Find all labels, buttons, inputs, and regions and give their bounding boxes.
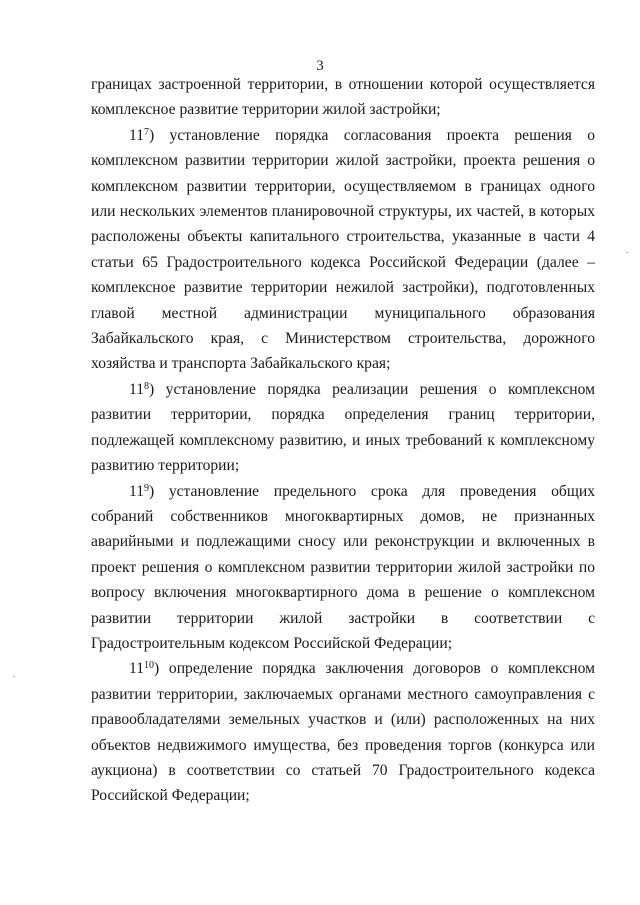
paragraph-continuation bbox=[91, 72, 595, 123]
paragraph-item-11-9 bbox=[91, 479, 595, 657]
item-number: 11 bbox=[129, 660, 145, 678]
item-number: 11 bbox=[129, 482, 145, 500]
paragraph-text: ) определение порядка заключения договоров о комплексном развитии территории, заключаемых органами местного самоуправления с правообладателями земельных участков и (или) расположенных на них объектов недвижимого имущества, без проведения торгов (конкурса или аукциона) в соответствии со статьей 70 Градостроительного кодекса Российской Федерации; bbox=[91, 660, 595, 805]
scan-artifact bbox=[13, 676, 15, 677]
document-body bbox=[91, 72, 595, 809]
item-number: 11 bbox=[129, 380, 145, 398]
paragraph-text: границах застроенной территории, в отношении которой осуществляется комплексное развитие территории жилой застройки; bbox=[91, 76, 595, 119]
item-number: 11 bbox=[129, 126, 145, 144]
scan-artifact bbox=[626, 252, 628, 253]
paragraph-item-11-7 bbox=[91, 123, 595, 377]
paragraph-item-11-10 bbox=[91, 656, 595, 808]
item-superscript: 7 bbox=[144, 126, 150, 138]
item-superscript: 9 bbox=[144, 482, 150, 494]
item-superscript: 8 bbox=[144, 380, 150, 392]
item-superscript: 10 bbox=[144, 660, 155, 672]
paragraph-text: ) установление порядка реализации решения о комплексном развитии территории, порядка определения границ территории, подлежащей комплексному развитию, и иных требований к комплексному развитию территории; bbox=[91, 380, 595, 475]
paragraph-text: ) установление предельного срока для проведения общих собраний собственников многоквартирных домов, не признанных аварийными и подлежащими сносу или реконструкции и включенных в проект решения о комплексном развитии территории жилой застройки по вопросу включения многоквартирного дома в решение о комплексном развитии территории жилой застройки в соответствии с Градостроительным кодексом Российской Федерации; bbox=[91, 482, 595, 652]
page-number: 3 bbox=[316, 58, 324, 74]
paragraph-text: ) установление порядка согласования проекта решения о комплексном развитии территории жилой застройки, проекта решения о комплексном развитии территории, осуществляемом в границах одного или нескольких элементов планировочной структуры, их частей, в которых расположены объекты капитального строительства, указанные в части 4 статьи 65 Градостроительного кодекса Российской Федерации (далее – комплексное развитие территории нежилой застройки), подготовленных главой местной администрации муниципального образования Забайкальского края, с Министерством строительства, дорожного хозяйства и транспорта Забайкальского края; bbox=[91, 126, 595, 373]
paragraph-item-11-8 bbox=[91, 377, 595, 479]
